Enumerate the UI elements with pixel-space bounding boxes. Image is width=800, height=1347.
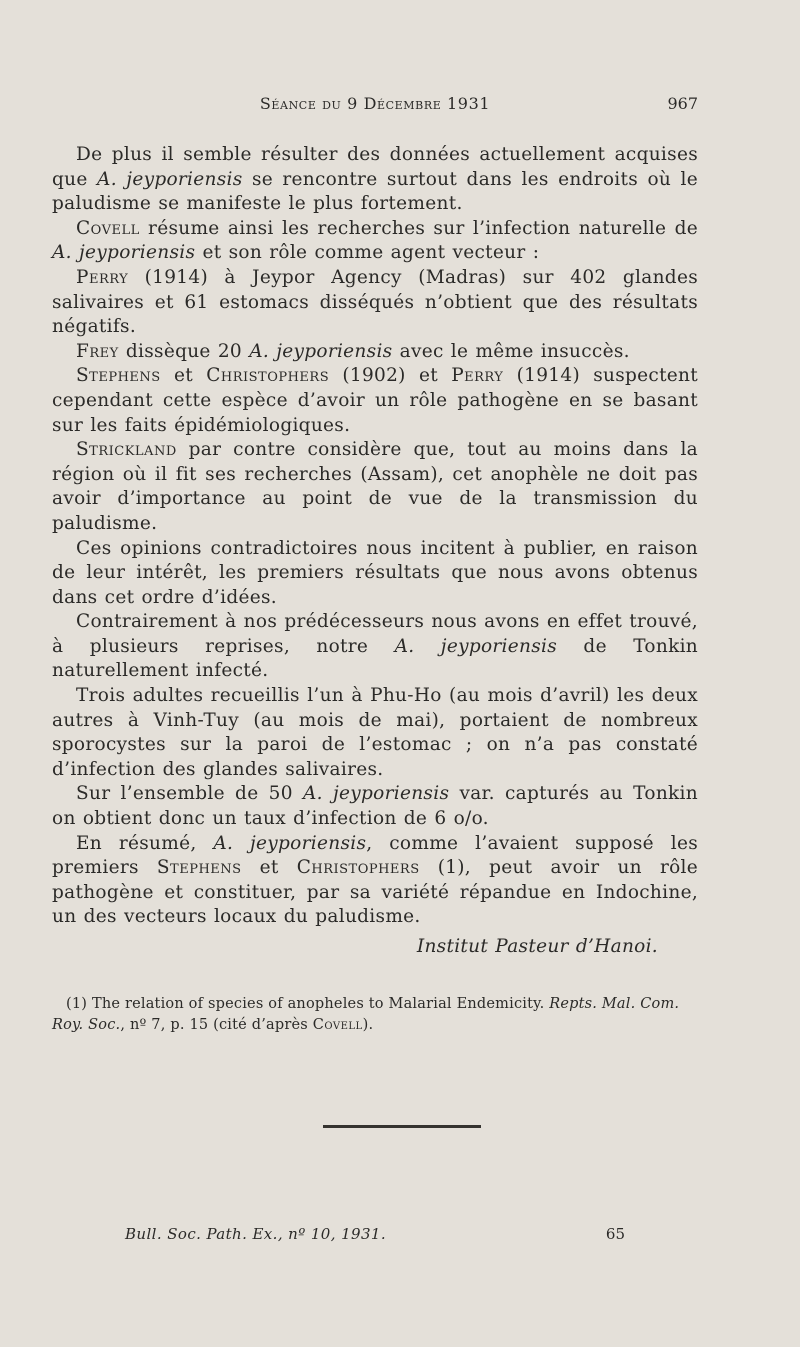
author-name: Stephens xyxy=(76,365,161,387)
running-title: Séance du 9 Décembre 1931 xyxy=(259,94,491,113)
author-name: Christophers xyxy=(206,365,330,387)
author-name: Perry xyxy=(451,365,504,387)
paragraph-9: Trois adultes recueillis l’un à Phu-Ho (au mois d’avril) les deux autres à Vinh-Tuy (au mois de mai), portaient de nombreux sporocystes sur la paroi de l’estomac ; on n’a pas constaté d’infection des glandes salivaires. xyxy=(52,685,698,780)
journal-footer xyxy=(125,1225,625,1247)
running-head xyxy=(52,94,698,118)
author-name: Christophers xyxy=(296,857,420,879)
paragraph-4: Frey dissèque 20 A. jeyporiensis avec le même insuccès. xyxy=(76,340,630,362)
signature: Institut Pasteur d’Hanoi. xyxy=(416,936,658,957)
body-text xyxy=(52,143,698,960)
author-name: Strickland xyxy=(76,439,177,461)
paragraph-1: De plus il semble résulter des données actuellement acquises que A. jeyporiensis se rencontre surtout dans les endroits où le paludisme se manifeste le plus fortement. xyxy=(52,144,698,215)
footnote: (1) The relation of species of anopheles to Malarial Endemicity. Repts. Mal. Com. Roy. Soc., nº 7, p. 15 (cité d’après Covell). xyxy=(52,996,680,1033)
paragraph-5: Stephens et Christophers (1902) et Perry (1914) suspectent cependant cette espèce d’avoir un rôle pathogène en se basant sur les faits épidémiologiques. xyxy=(52,365,699,436)
paragraph-10: Sur l’ensemble de 50 A. jeyporiensis var. capturés au Tonkin on obtient donc un taux d’infection de 6 o/o. xyxy=(52,783,698,830)
paragraph-11: En résumé, A. jeyporiensis, comme l’avaient supposé les premiers Stephens et Christophers (1), peut avoir un rôle pathogène et constituer, par sa variété répandue en Indochine, un des vecteurs locaux du paludisme. xyxy=(52,832,698,928)
author-name: Frey xyxy=(76,340,119,362)
footnote-source: Repts. Mal. Com. Roy. Soc. xyxy=(52,996,680,1033)
species-name: A. jeyporiensis xyxy=(213,832,367,854)
journal-reference: Bull. Soc. Path. Ex., nº 10, 1931. xyxy=(125,1225,387,1243)
species-name: A. jeyporiensis xyxy=(249,340,393,362)
paragraph-3: Perry (1914) à Jeypor Agency (Madras) sur 402 glandes salivaires et 61 estomacs disséqués n’obtient que des résultats négatifs. xyxy=(52,266,698,338)
paragraph-6: Strickland par contre considère que, tout au moins dans la région où il fit ses recherches (Assam), cet anophèle ne doit pas avoir d’importance au point de vue de la transmission du paludisme. xyxy=(52,439,698,534)
author-name: Stephens xyxy=(156,857,242,879)
author-name: Perry xyxy=(76,266,129,288)
species-name: A. jeyporiensis xyxy=(97,168,243,190)
author-name: Covell xyxy=(76,217,140,239)
species-name: A. jeyporiensis xyxy=(394,635,558,657)
author-name: Covell xyxy=(312,1017,363,1033)
page-number: 967 xyxy=(667,94,698,113)
species-name: A. jeyporiensis xyxy=(302,783,450,805)
paragraph-8: Contrairement à nos prédécesseurs nous avons en effet trouvé, à plusieurs reprises, notre A. jeyporiensis de Tonkin naturellement infecté. xyxy=(52,611,699,682)
section-rule xyxy=(323,1125,481,1128)
paragraph-7: Ces opinions contradictoires nous incitent à publier, en raison de leur intérêt, les premiers résultats que nous avons obtenus dans cet ordre d’idées. xyxy=(52,537,698,608)
paragraph-2: Covell résume ainsi les recherches sur l’infection naturelle de A. jeyporiensis et son rôle comme agent vecteur : xyxy=(52,217,698,264)
species-name: A. jeyporiensis xyxy=(52,242,196,264)
sheet-number: 65 xyxy=(605,1225,625,1243)
